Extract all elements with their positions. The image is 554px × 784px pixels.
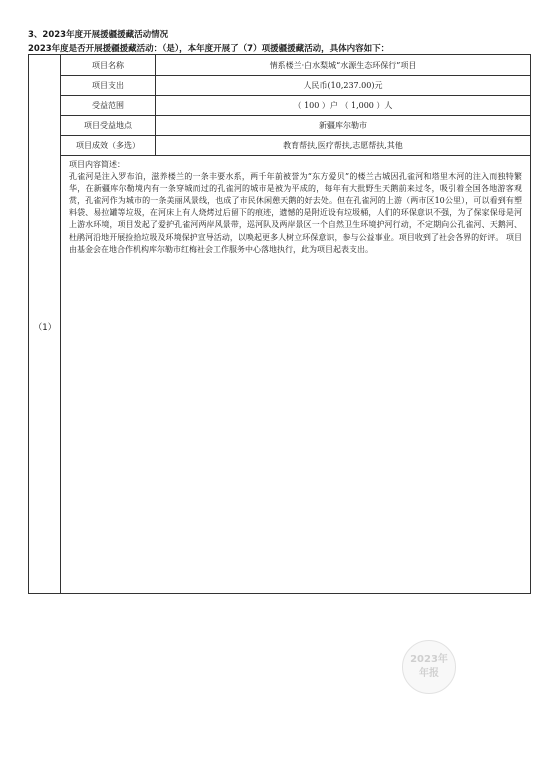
label-beneficiary-location: 项目受益地点 (61, 116, 156, 135)
description-body: 孔雀河是注入罗布泊，滋养楼兰的一条丰要水系，两千年前被誉为“东方爱贝”的楼兰古城因孔雀河和塔里木河的注入而独特繁华，在新疆库尔勒境内有一条穿城而过的孔雀河的城市是被为平成的，每年有大批野生天鹅前来过冬，吸引着全国各地游客观赏，孔雀河作为城市的一条美丽风景线，也成了市民休闲憩天鹅的好去处。但在孔雀河的上游（两市区10公里），可以看到有塑料袋、易拉罐等垃圾，在河床上有人烧烤过后留下的痕迹，遗憾的是附近设有垃圾桶，人们的环保意识不强，为了保家保母是河上游水环境，项目发起了爱护孔雀河两岸风景带，巡河队及两岸景区一个自然卫生环境护河行动，不定期向公孔雀河、天鹅河、杜鹃河沿地开展捡拾垃圾及环境保护宣导活动，以唤起更多人树立环保意识，参与公益事业。项目收到了社会各界的好评。 项目由基金会在地合作机构库尔勒市红梅社会工作服务中心落地执行，此为项目起表支出。 (69, 172, 522, 254)
row-beneficiary-scope (61, 96, 530, 116)
record-index: （1） (33, 323, 57, 333)
row-project-name (61, 55, 530, 76)
label-project-expense: 项目支出 (61, 76, 156, 95)
value-project-outcomes: 教育帮扶,医疗帮扶,志愿帮扶,其他 (283, 141, 403, 150)
value-beneficiary-location: 新疆库尔勒市 (319, 121, 367, 130)
value-project-expense: 人民币(10,237.00)元 (303, 81, 383, 90)
row-beneficiary-location (61, 116, 530, 136)
row-project-outcomes (61, 136, 530, 156)
section-subheading: 2023年度是否开展援疆援藏活动：（是），本年度开展了（7）项援疆援藏活动，具体内容如下： (28, 44, 390, 54)
annual-report-watermark (402, 640, 456, 694)
label-project-outcomes: 项目成效（多选） (61, 136, 156, 155)
watermark-label: 年报 (419, 668, 439, 679)
description-title: 项目内容简述： (69, 160, 125, 169)
row-project-expense (61, 76, 530, 96)
activity-table (28, 54, 531, 594)
value-project-name: 情系楼兰·白水梨城“水源生态环保行”项目 (269, 60, 417, 70)
section-heading: 3、2023年度开展援疆援藏活动情况 (28, 30, 169, 40)
value-beneficiary-scope: （ 100 ）户 （ 1,000 ）人 (293, 101, 393, 110)
index-column (29, 55, 61, 593)
watermark-year: 2023年 (410, 654, 448, 665)
project-description (61, 156, 530, 593)
label-project-name: 项目名称 (61, 55, 156, 75)
label-beneficiary-scope: 受益范围 (61, 96, 156, 115)
